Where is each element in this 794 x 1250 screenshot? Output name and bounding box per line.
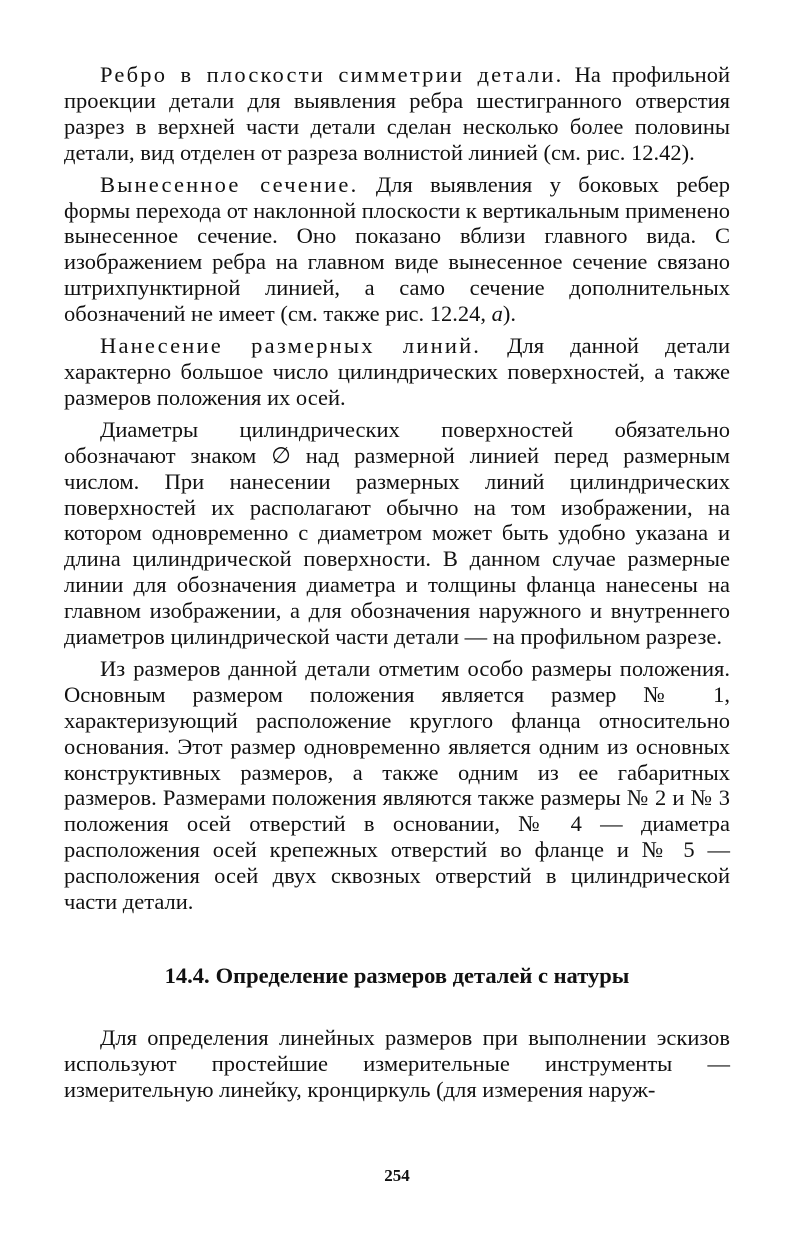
section-title: Определение размеров деталей с натуры xyxy=(215,963,630,988)
section-number: 14.4. xyxy=(164,963,210,988)
paragraph-lead: Ребро в плоскости симметрии детали. xyxy=(100,62,564,87)
paragraph-measuring-tools xyxy=(64,1025,730,1103)
paragraph-text: На профильной проекции детали для выявления ребра шестигранного отверстия разрез в верхней части детали сделан несколько более половины детали, вид отделен от разреза волнистой линией (см. рис. 12.42). xyxy=(64,62,730,165)
figure-letter: а xyxy=(491,301,503,327)
page-number: 254 xyxy=(384,1166,410,1185)
paragraph-tail: ). xyxy=(502,301,517,327)
paragraph-rib-symmetry xyxy=(64,62,730,166)
paragraph-text: Для выявления у боковых ребер формы перехода от наклонной плоскости к вертикальным применено вынесенное сечение. Оно показано вблизи главного вида. С изображением ребра на главном виде вынесенное сечение связано штрихпунктирной линией, а само сечение дополнительных обозначений не имеет (см. также рис. 12.24, xyxy=(64,171,730,327)
paragraph-text: Для данной детали характерно большое число цилиндрических поверхностей, а также размеров положения их осей. xyxy=(64,333,730,410)
paragraph-text: Диаметры цилиндрических поверхностей обязательно обозначают знаком ∅ над размерной линией перед размерным числом. При нанесении размерных линий цилиндрических поверхностей их располагают обычно на том изображении, на котором одновременно с диаметром может быть удобно указана и длина цилиндрической поверхности. В данном случае размерные линии для обозначения диаметра и толщины фланца нанесены на главном изображении, а для обозначения наружного и внутреннего диаметров цилиндрической части детали — на профильном разрезе. xyxy=(64,416,730,650)
paragraph-dimension-lines xyxy=(64,333,730,411)
paragraph-text: Из размеров данной детали отметим особо размеры положения. Основным размером положения является размер № 1, характеризующий расположение круглого фланца относительно основания. Этот размер одновременно является одним из основных конструктивных размеров, а также одним из ее габаритных размеров. Размерами положения являются также размеры № 2 и № 3 положения осей отверстий в основании, № 4 — диаметра расположения осей крепежных отверстий во фланце и № 5 — расположения осей двух сквозных отверстий в цилиндрической части детали. xyxy=(64,655,730,915)
page-body xyxy=(64,62,730,1109)
paragraph-text: Для определения линейных размеров при выполнении эскизов используют простейшие измерительные инструменты — измерительную линейку, кронциркуль (для измерения наруж- xyxy=(64,1025,730,1102)
section-heading xyxy=(64,963,730,989)
paragraph-removed-section xyxy=(64,172,730,327)
paragraph-diameters xyxy=(64,417,730,650)
paragraph-lead: Вынесенное сечение. xyxy=(100,171,359,197)
paragraph-lead: Нанесение размерных линий. xyxy=(100,333,482,359)
paragraph-position-sizes xyxy=(64,656,730,915)
